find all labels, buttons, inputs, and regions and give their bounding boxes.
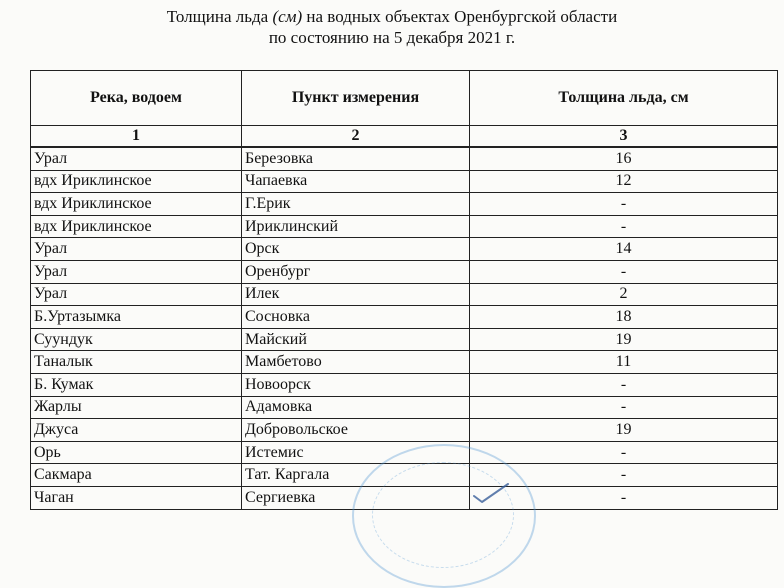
table-row [31, 396, 778, 419]
thickness-cell: 19 [470, 328, 778, 351]
table-row [31, 441, 778, 464]
river-cell: Орь [31, 441, 242, 464]
point-cell: Истемис [242, 441, 470, 464]
point-cell: Илек [242, 283, 470, 306]
river-cell: Жарлы [31, 396, 242, 419]
point-cell: Майский [242, 328, 470, 351]
header-point: Пункт измерения [242, 71, 470, 126]
title-line-1 [0, 6, 784, 27]
column-number-3: 3 [470, 126, 778, 148]
table-header-row [31, 71, 778, 126]
header-river: Река, водоем [31, 71, 242, 126]
river-cell: Сакмара [31, 464, 242, 487]
thickness-cell: - [470, 373, 778, 396]
thickness-cell: 11 [470, 351, 778, 374]
river-cell: вдх Ириклинское [31, 170, 242, 193]
table-row [31, 170, 778, 193]
river-cell: Суундук [31, 328, 242, 351]
thickness-cell: - [470, 193, 778, 216]
river-cell: Урал [31, 283, 242, 306]
river-cell: Чаган [31, 486, 242, 509]
table-row [31, 419, 778, 442]
river-cell: Джуса [31, 419, 242, 442]
table-row [31, 351, 778, 374]
river-cell: Б. Кумак [31, 373, 242, 396]
point-cell: Тат. Каргала [242, 464, 470, 487]
thickness-cell: 2 [470, 283, 778, 306]
point-cell: Сосновка [242, 306, 470, 329]
thickness-cell: - [470, 260, 778, 283]
title-unit: (см) [272, 7, 303, 26]
thickness-cell: 18 [470, 306, 778, 329]
table-row [31, 147, 778, 170]
thickness-cell: - [470, 215, 778, 238]
table-row [31, 260, 778, 283]
point-cell: Сергиевка [242, 486, 470, 509]
table-row [31, 486, 778, 509]
point-cell: Адамовка [242, 396, 470, 419]
table-row [31, 283, 778, 306]
thickness-cell: 12 [470, 170, 778, 193]
column-number-row [31, 126, 778, 148]
column-number-2: 2 [242, 126, 470, 148]
ice-thickness-table [30, 70, 778, 510]
point-cell: Добровольское [242, 419, 470, 442]
river-cell: Таналык [31, 351, 242, 374]
point-cell: Новоорск [242, 373, 470, 396]
table-row [31, 306, 778, 329]
header-thickness: Толщина льда, см [470, 71, 778, 126]
river-cell: вдх Ириклинское [31, 193, 242, 216]
table-row [31, 193, 778, 216]
table-row [31, 238, 778, 261]
thickness-cell: 16 [470, 147, 778, 170]
river-cell: Урал [31, 260, 242, 283]
table-row [31, 215, 778, 238]
thickness-cell: 19 [470, 419, 778, 442]
river-cell: вдх Ириклинское [31, 215, 242, 238]
thickness-cell: - [470, 486, 778, 509]
point-cell: Чапаевка [242, 170, 470, 193]
table-row [31, 373, 778, 396]
thickness-cell: - [470, 396, 778, 419]
thickness-cell: - [470, 441, 778, 464]
point-cell: Березовка [242, 147, 470, 170]
river-cell: Урал [31, 147, 242, 170]
title-suffix: на водных объектах Оренбургской области [302, 7, 618, 26]
thickness-cell: - [470, 464, 778, 487]
point-cell: Ириклинский [242, 215, 470, 238]
table-row [31, 464, 778, 487]
point-cell: Орск [242, 238, 470, 261]
point-cell: Оренбург [242, 260, 470, 283]
thickness-cell: 14 [470, 238, 778, 261]
title-prefix: Толщина льда [166, 7, 273, 26]
point-cell: Г.Ерик [242, 193, 470, 216]
table-row [31, 328, 778, 351]
river-cell: Урал [31, 238, 242, 261]
title-line-2: по состоянию на 5 декабря 2021 г. [268, 28, 516, 47]
column-number-1: 1 [31, 126, 242, 148]
river-cell: Б.Уртазымка [31, 306, 242, 329]
point-cell: Мамбетово [242, 351, 470, 374]
document-title [0, 6, 784, 48]
